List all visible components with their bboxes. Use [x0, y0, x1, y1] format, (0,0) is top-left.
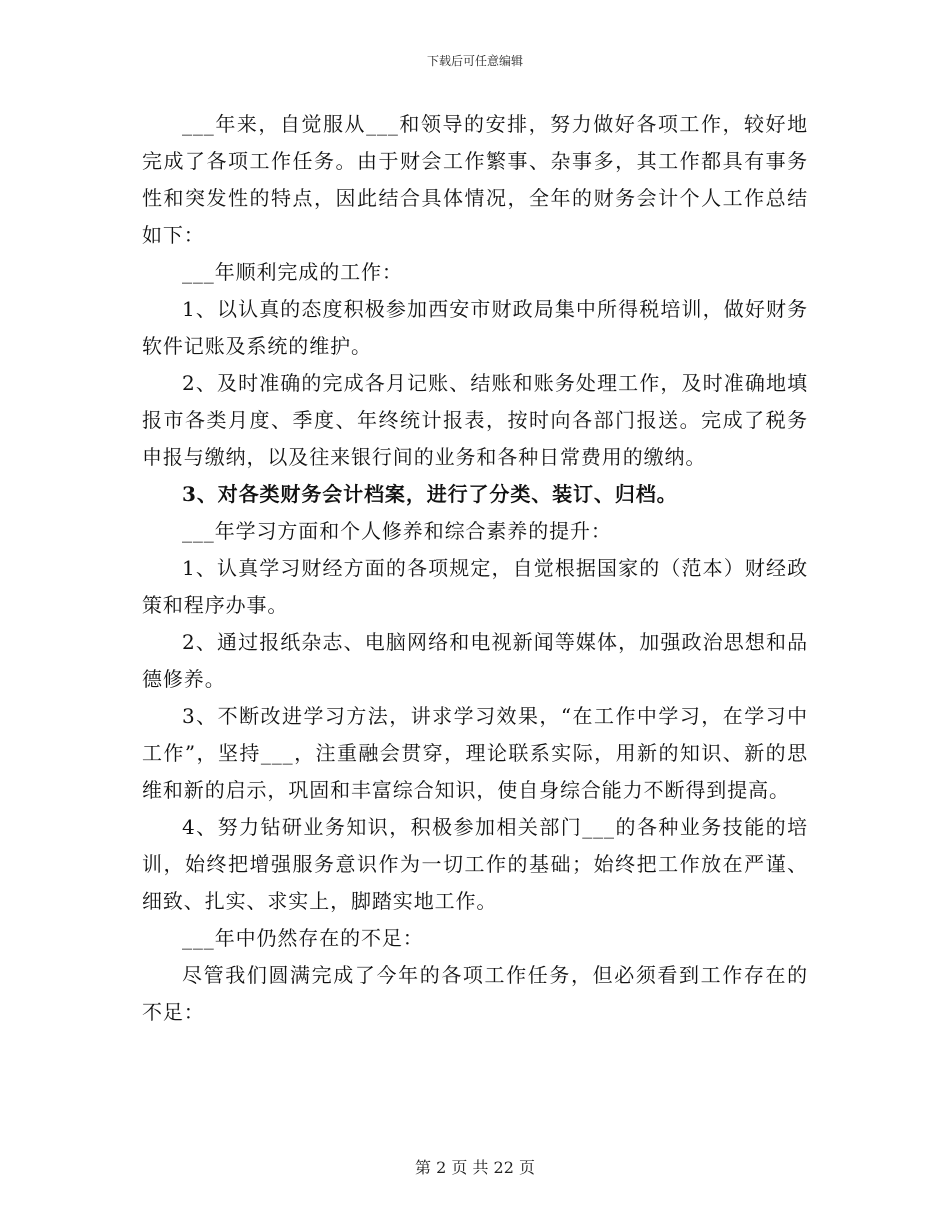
list-item-tax-training: 1、以认真的态度积极参加西安市财政局集中所得税培训，做好财务软件记账及系统的维护。: [142, 297, 808, 358]
list-item-bookkeeping: 2、及时准确的完成各月记账、结账和账务处理工作，及时准确地填报市各类月度、季度、年终统计报表，按时向各部门报送。完成了税务申报与缴纳，以及往来银行间的业务和各种日常费用的缴纳。: [142, 371, 808, 469]
document-body: [142, 106, 808, 1031]
section-heading-shortcomings: ___年中仍然存在的不足：: [182, 926, 424, 950]
list-item-study-methods: 3、不断改进学习方法，讲求学习效果，“在工作中学习，在学习中工作”，坚持___，注重融会贯穿，理论联系实际，用新的知识、新的思维和新的启示，巩固和丰富综合知识，使自身综合能力不断得到提高。: [142, 704, 808, 802]
page-header: 下载后可任意编辑: [426, 54, 523, 68]
list-item-media: 2、通过报纸杂志、电脑网络和电视新闻等媒体，加强政治思想和品德修养。: [142, 630, 808, 691]
list-item-archives: 3、对各类财务会计档案，进行了分类、装订、归档。: [182, 482, 678, 506]
paragraph-shortcomings-intro: 尽管我们圆满完成了今年的各项工作任务，但必须看到工作存在的不足：: [142, 963, 808, 1024]
list-item-regulations: 1、认真学习财经方面的各项规定，自觉根据国家的（范本）财经政策和程序办事。: [142, 556, 808, 617]
page-footer: 第 2 页 共 22 页: [415, 1158, 535, 1177]
section-heading-completed-work: ___年顺利完成的工作：: [182, 260, 403, 284]
section-heading-learning: ___年学习方面和个人修养和综合素养的提升：: [182, 519, 612, 543]
list-item-professional-skills: 4、努力钻研业务知识，积极参加相关部门___的各种业务技能的培训，始终把增强服务意识作为一切工作的基础；始终把工作放在严谨、细致、扎实、求实上，脚踏实地工作。: [142, 815, 808, 913]
paragraph-intro: ___年来，自觉服从___和领导的安排，努力做好各项工作，较好地完成了各项工作任务。由于财会工作繁事、杂事多，其工作都具有事务性和突发性的特点，因此结合具体情况，全年的财务会计个人工作总结如下：: [142, 112, 808, 247]
